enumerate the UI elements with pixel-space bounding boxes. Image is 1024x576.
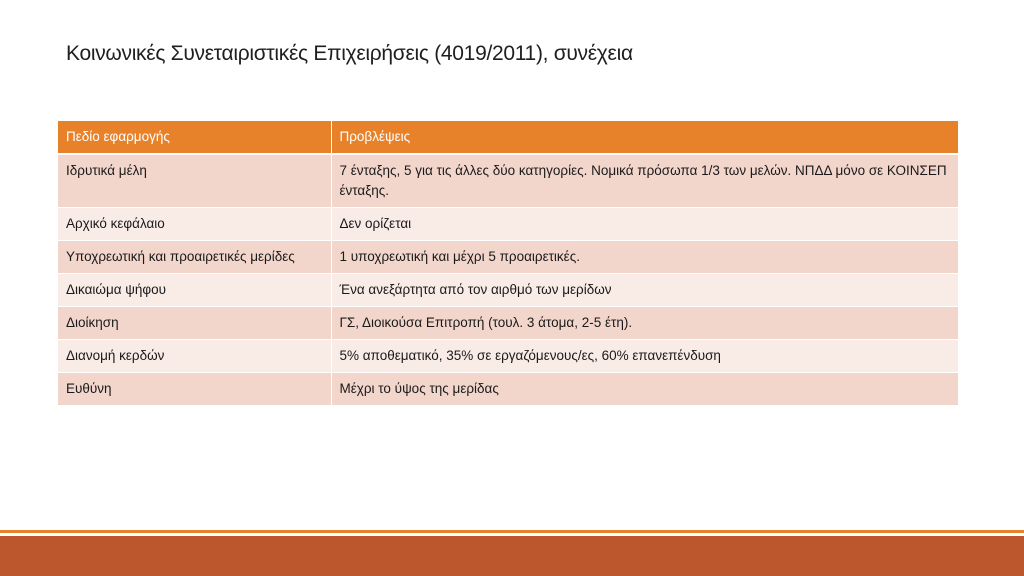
table-cell-field: Δικαιώμα ψήφου <box>58 274 331 307</box>
table-cell-provision: 1 υποχρεωτική και μέχρι 5 προαιρετικές. <box>331 241 958 274</box>
table-row <box>58 340 958 373</box>
table-row <box>58 307 958 340</box>
slide-title: Κοινωνικές Συνεταιριστικές Επιχειρήσεις (4019/2011), συνέχεια <box>66 42 633 65</box>
table-cell-provision: Ένα ανεξάρτητα από τον αιρθμό των μερίδων <box>331 274 958 307</box>
table-cell-field: Διοίκηση <box>58 307 331 340</box>
table-cell-provision: Μέχρι το ύψος της μερίδας <box>331 373 958 406</box>
table-row <box>58 154 958 208</box>
table-cell-field: Αρχικό κεφάλαιο <box>58 208 331 241</box>
table-cell-provision: Δεν ορίζεται <box>331 208 958 241</box>
column-header-field: Πεδίο εφαρμογής <box>58 121 331 154</box>
table-row <box>58 274 958 307</box>
table-row <box>58 373 958 406</box>
table-cell-provision: 7 ένταξης, 5 για τις άλλες δύο κατηγορίες. Νομικά πρόσωπα 1/3 των μελών. ΝΠΔΔ μόνο σε ΚΟΙΝΣΕΠ ένταξης. <box>331 154 958 208</box>
table-cell-provision: ΓΣ, Διοικούσα Επιτροπή (τουλ. 3 άτομα, 2-5 έτη). <box>331 307 958 340</box>
table-header-row <box>58 121 958 154</box>
table-row <box>58 241 958 274</box>
table-row <box>58 208 958 241</box>
provisions-table <box>58 121 959 406</box>
table-cell-field: Υποχρεωτική και προαιρετικές μερίδες <box>58 241 331 274</box>
footer-accent-line <box>0 530 1024 533</box>
table-cell-field: Ιδρυτικά μέλη <box>58 154 331 208</box>
column-header-provisions: Προβλέψεις <box>331 121 958 154</box>
table-cell-field: Διανομή κερδών <box>58 340 331 373</box>
table-cell-field: Ευθύνη <box>58 373 331 406</box>
footer-bar <box>0 536 1024 576</box>
table-cell-provision: 5% αποθεματικό, 35% σε εργαζόμενους/ες, 60% επανεπένδυση <box>331 340 958 373</box>
